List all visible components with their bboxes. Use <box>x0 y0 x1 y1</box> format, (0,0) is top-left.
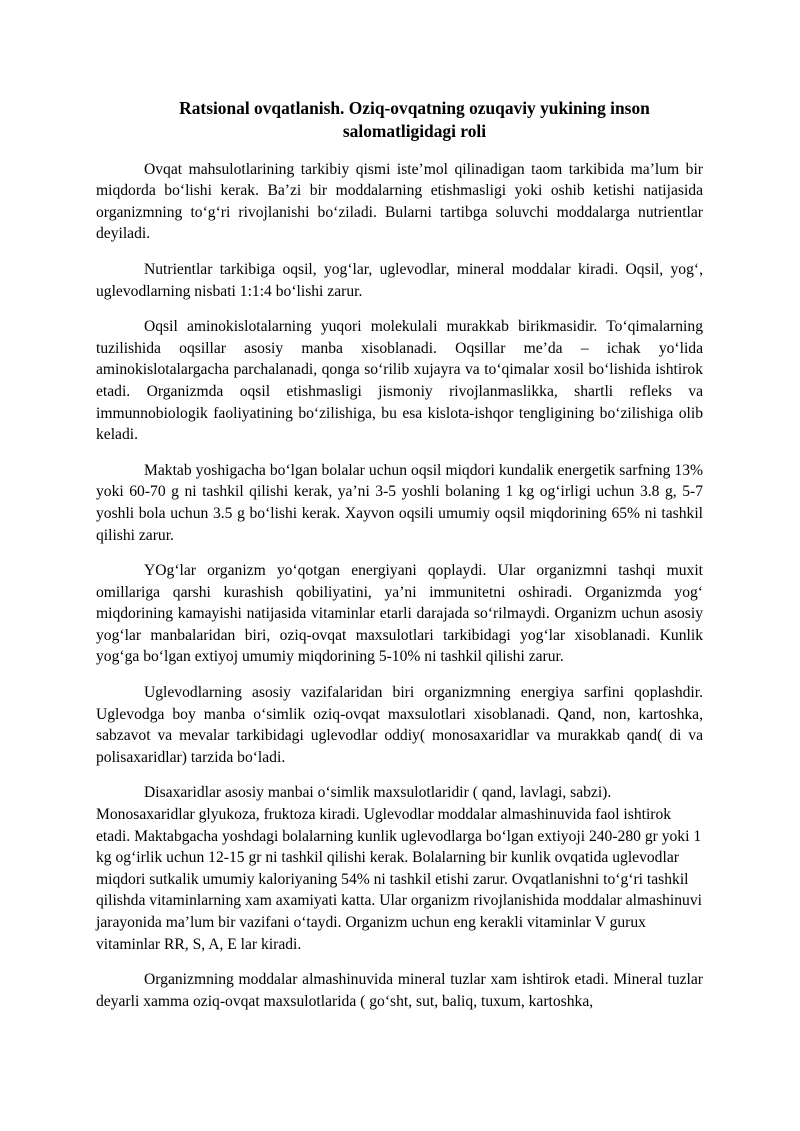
paragraph-nutrients-ratio: Nutrientlar tarkibiga oqsil, yog‘lar, uglevodlar, mineral moddalar kiradi. Oqsil, yog‘, uglevodlarning nisbati 1:1:4 bo‘lishi zarur. <box>96 260 703 300</box>
document-page <box>96 0 703 1012</box>
paragraph-fats: YOg‘lar organizm yo‘qotgan energiyani qoplaydi. Ular organizmni tashqi muxit omillariga qarshi kurashish qobiliyatini, ya’ni immunitetni oshiradi. Organizmda yog‘ miqdorining kamayishi natijasida vitaminlar etarli darajada so‘rilmaydi. Organizm uchun asosiy yog‘lar manbalaridan biri, oziq-ovqat maxsulotlari tarkibidagi yog‘lar xisoblanadi. Kunlik yog‘ga bo‘lgan extiyoj umumiy miqdorining 5-10% ni tashkil qilishi zarur. <box>96 562 703 666</box>
paragraph-carbohydrates: Uglevodlarning asosiy vazifalaridan biri organizmning energiya sarfini qoplashdir. Uglevodga boy manba o‘simlik oziq-ovqat maxsulotlari xisoblanadi. Qand, non, kartoshka, sabzavot va mevalar tarkibidagi uglevodlar oddiy( monosaxaridlar va murakkab qand( di va polisaxaridlar) tarzida bo‘ladi. <box>96 684 703 766</box>
paragraph-disaccharides-vitamins: Disaxaridlar asosiy manbai o‘simlik maxsulotlaridir ( qand, lavlagi, sabzi). Monosaxaridlar glyukoza, fruktoza kiradi. Uglevodlar moddalar almashinuvida faol ishtirok etadi. Maktabgacha yoshdagi bolalarning kunlik uglevodlarga bo‘lgan extiyoji 240-280 gr yoki 1 kg og‘irlik uchun 12-15 gr ni tashkil qilishi kerak. Bolalarning bir kunlik ovqatida uglevodlar miqdori sutkalik umumiy kaloriyaning 54% ni tashkil etishi zarur. Ovqatlanishni to‘g‘ri tashkil qilishda vitaminlarning xam axamiyati katta. Ular organizm rivojlanishida moddalar almashinuvi jarayonida ma’lum bir vazifani o‘taydi. Organizm uchun eng kerakli vitaminlar V gurux vitaminlar RR, S, A, E lar kiradi. <box>96 784 702 953</box>
paragraph-minerals: Organizmning moddalar almashinuvida mineral tuzlar xam ishtirok etadi. Mineral tuzlar deyarli xamma oziq-ovqat maxsulotlarida ( go‘sht, sut, baliq, tuxum, kartoshka, <box>96 971 703 1010</box>
paragraph-protein: Oqsil aminokislotalarning yuqori molekulali murakkab birikmasidir. To‘qimalarning tuzilishida oqsillar asosiy manba xisoblanadi. Oqsillar me’da – ichak yo‘lida aminokislotalargacha parchalanadi, qonga so‘rilib xujayra va to‘qimalar xosil bo‘lishida ishtirok etadi. Organizmda oqsil etishmasligi jismoniy rivojlanmaslikka, shartli refleks va immunnobiologik faoliyatining bo‘zilishiga, bu esa kislota-ishqor tengligining bo‘zilishiga olib keladi. <box>96 318 703 444</box>
paragraph-nutrients-intro: Ovqat mahsulotlarining tarkibiy qismi iste’mol qilinadigan taom tarkibida ma’lum bir miqdorda bo‘lishi kerak. Ba’zi bir moddalarning etishmasligi yoki oshib ketishi natijasida organizmning to‘g‘ri rivojlanishi bo‘ziladi. Bularni tartibga soluvchi moddalarga nutrientlar deyiladi. <box>96 160 703 243</box>
document-title: Ratsional ovqatlanish. Oziq-ovqatning ozuqaviy yukining inson salomatligidagi roli <box>179 98 650 141</box>
paragraph-protein-needs: Maktab yoshigacha bo‘lgan bolalar uchun oqsil miqdori kundalik energetik sarfning 13% yoki 60-70 g ni tashkil qilishi kerak, ya’ni 3-5 yoshli bolaning 1 kg og‘irligi uchun 3.8 g, 5-7 yoshli bola uchun 3.5 g bo‘lishi kerak. Xayvon oqsili umumiy oqsil miqdorining 65% ni tashkil qilishi zarur. <box>96 461 703 544</box>
